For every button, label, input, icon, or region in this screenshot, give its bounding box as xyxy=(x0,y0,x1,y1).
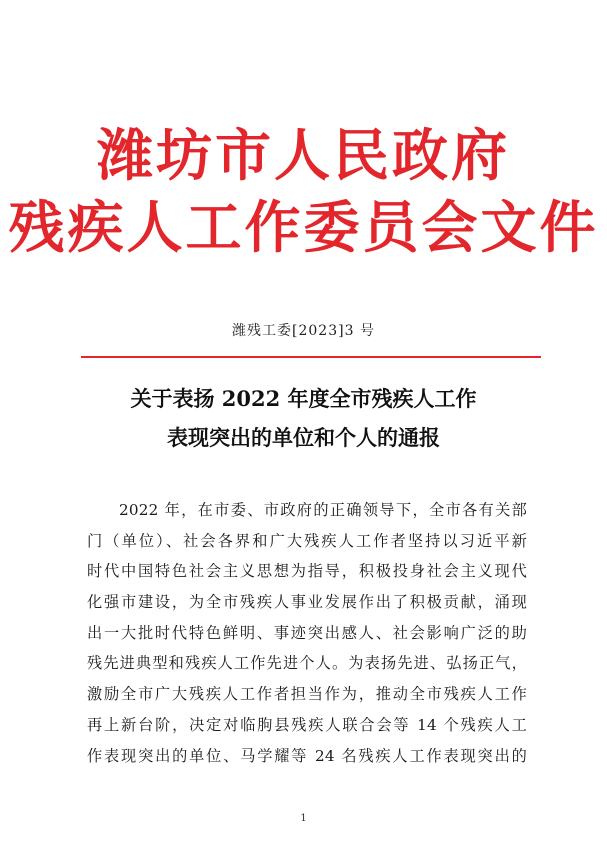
body-line: 门（单位）、社会各界和广大残疾人工作者坚持以习近平新 xyxy=(87,531,527,550)
body-line: 激励全市广大残疾人工作者担当作为，推动全市残疾人工作 xyxy=(87,685,527,704)
issuing-authority-line1: 潍坊市人民政府 xyxy=(97,123,510,189)
body-line: 出一大批时代特色鲜明、事迹突出感人、社会影响广泛的助 xyxy=(87,623,527,642)
body-line: 残先进典型和残疾人工作先进个人。为表扬先进、弘扬正气， xyxy=(87,654,527,673)
red-divider-line xyxy=(81,356,541,358)
body-line: 化强市建设，为全市残疾人事业发展作出了积极贡献，涌现 xyxy=(87,593,527,612)
body-line: 再上新台阶，决定对临朐县残疾人联合会等 14 个残疾人工 xyxy=(87,715,527,734)
document-title-line1: 关于表扬 2022 年度全市残疾人工作 xyxy=(130,386,477,411)
body-line: 2022 年，在市委、市政府的正确领导下，全市各有关部 xyxy=(119,501,527,519)
body-paragraph xyxy=(87,495,527,771)
document-number: 潍残工委[2023]3 号 xyxy=(232,323,375,339)
issuing-authority-line2: 残疾人工作委员会文件 xyxy=(8,195,599,261)
body-line: 时代中国特色社会主义思想为指导，积极投身社会主义现代 xyxy=(87,562,527,581)
page-number: 1 xyxy=(300,813,307,824)
document-title-line2: 表现突出的单位和个人的通报 xyxy=(167,425,440,450)
body-line: 作表现突出的单位、马学耀等 24 名残疾人工作表现突出的 xyxy=(87,746,527,765)
